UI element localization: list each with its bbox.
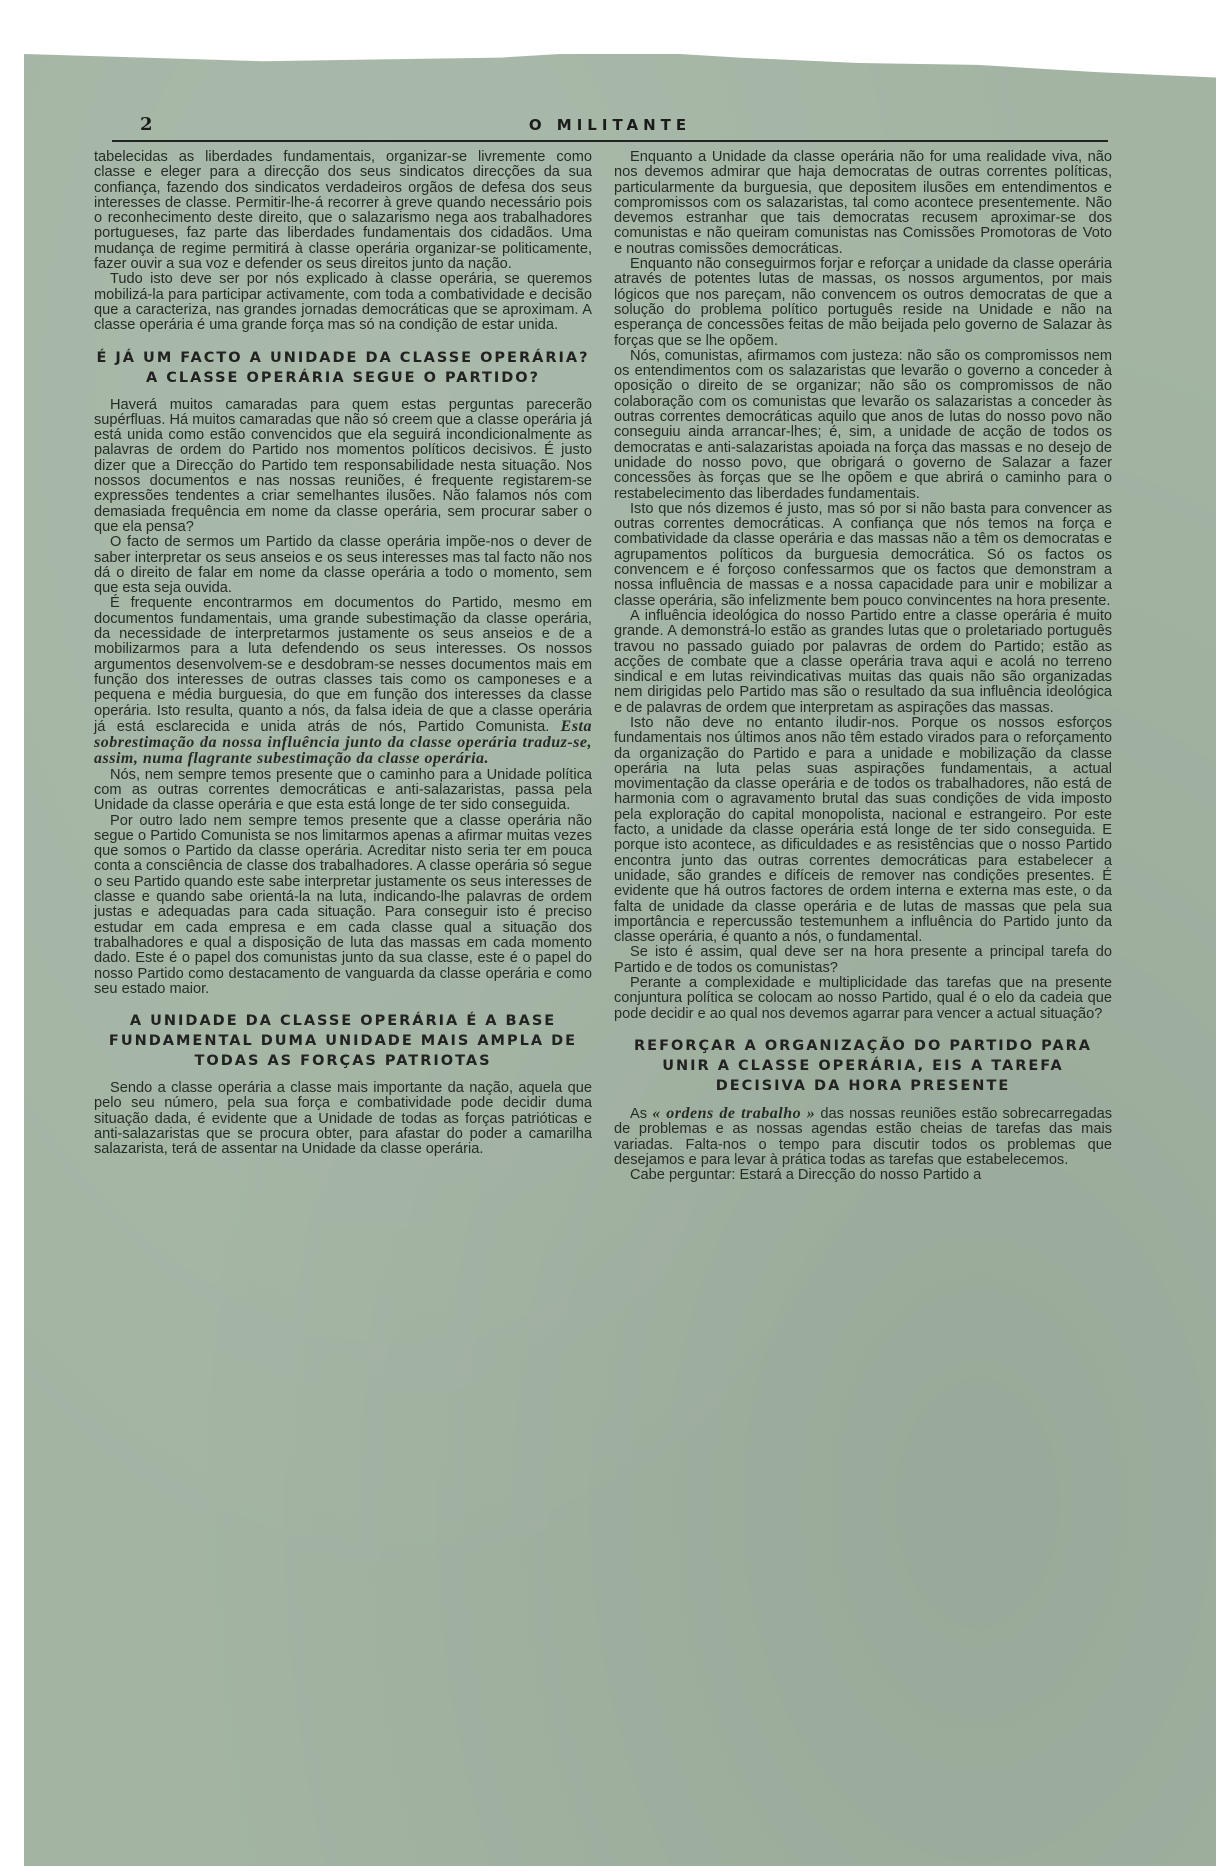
- left-column: [94, 150, 592, 1158]
- paragraph: tabelecidas as liberdades fundamentais, organizar-se livremente como classe e eleger para a direcção dos seus sindicatos direcções da sua confiança, fazendo dos sindicatos verdadeiros orgãos de defesa dos seus interesses de classe. Permitir-lhe-á recorrer à greve quando necessário pois o reconhecimento deste direito, que o salazarismo nega aos trabalhadores portugueses, faz parte das liberdades fundamentais dos cidadãos. Uma mudança de regime permitirá à classe operária organizar-se politicamente, fazer ouvir a sua voz e defender os seus direitos junto da nação.: [94, 149, 592, 273]
- paragraph-text: das nossas reuniões estão sobrecarregadas de problemas e as nossas agendas estão cheias de tarefas das mais variadas. Falta-nos o tempo para discutir todos os problemas que desejamos e para levar à prática todas as tarefas que estabelecemos.: [614, 1105, 1113, 1168]
- paragraph: Enquanto a Unidade da classe operária não for uma realidade viva, não nos devemos admirar que haja democratas de outras correntes políticas, particularmente da burguesia, que depositem ilusões em entendimentos e compromissos com os salazaristas, tal como acontece presentemente. Não devemos estranhar que tais democratas recusem aproximar-se dos comunistas e não queiram comunistas nas Comissões Promotoras de Voto e noutras comissões democráticas.: [614, 149, 1112, 257]
- masthead-title: O MILITANTE: [528, 116, 692, 134]
- paragraph: Tudo isto deve ser por nós explicado à classe operária, se queremos mobilizá-la para participar activamente, com toda a combatividade e decisão que a caracteriza, nas grandes jornadas democráticas que se aproximam. A classe operária é uma grande força mas só na condição de estar unida.: [94, 271, 592, 334]
- page-header: [112, 110, 1108, 142]
- emphasis-text: Esta sobrestimação da nossa influência junto da classe operária traduz-se, assim, numa flagrante subestimação da classe operária.: [94, 717, 592, 768]
- paragraph: [614, 1106, 1112, 1168]
- paragraph: Perante a complexidade e multiplicidade das tarefas que na presente conjuntura política se colocam ao nosso Partido, qual é o elo da cadeia que pode decidir e ao qual nos devemos agarrar para vencer a actual situação?: [614, 975, 1112, 1022]
- paragraph: Nós, nem sempre temos presente que o caminho para a Unidade política com as outras correntes democráticas e anti-salazaristas, passa pela Unidade da classe operária e que esta está longe de ter sido conseguida.: [94, 766, 592, 814]
- paragraph: A influência ideológica do nosso Partido entre a classe operária é muito grande. A demonstrá-lo estão as grandes lutas que o proletariado português travou no passado guiado por palavras de ordem do Partido; estão as acções de combate que a classe operária trava aqui e acolá no terreno sindical e em lutas reivindicativas muitas das quais não são organizadas nem dirigidas pelo Partido mas são o resultado da sua influência ideológica e de palavras de ordem que interpretam as aspirações das massas.: [614, 607, 1112, 716]
- emphasis-text: « ordens de trabalho »: [652, 1104, 816, 1122]
- paragraph: Sendo a classe operária a classe mais importante da nação, aquela que pelo seu número, pela sua força e combatividade pode decidir duma situação dada, é evidente que a Unidade de todas as forças patrióticas e anti-salazaristas que se procura obter, para afastar do poder a camarilha salazarista, terá de assentar na Unidade da classe operária.: [94, 1080, 592, 1158]
- paragraph: Por outro lado nem sempre temos presente que a classe operária não segue o Partido Comunista se nos limitarmos apenas a afirmar muitas vezes que somos o Partido da classe operária. Acreditar nisto seria ter em pouca conta a consciência de classe dos trabalhadores. A classe operária só segue o seu Partido quando este sabe interpretar justamente os seus interesses de classe e quando sabe orientá-la na luta, indicando-lhe palavras de ordem justas e adequadas para cada situação. Para conseguir isto é preciso estudar em cada empresa e em cada classe qual a situação dos trabalhadores e qual a disposição de luta das massas em cada momento dado. Este é o papel dos comunistas junto da sua classe, este é o papel do nosso Partido como destacamento de vanguarda da classe operária e como seu estado maior.: [94, 812, 592, 997]
- paragraph: Isto não deve no entanto iludir-nos. Porque os nossos esforços fundamentais nos últimos anos não têm estado virados para o reforçamento da organização do Partido e para a unidade e mobilização da classe operária na luta pelas suas aspirações fundamentais, a actual movimentação da classe operária e de todos os trabalhadores, não está de harmonia com o agravamento brutal das suas condições de vida imposto pela exploração do capital monopolista, nacional e estrangeiro. Por este facto, a unidade da classe operária está longe de ter sido conseguida. E porque isto acontece, as dificuldades e as resistências que o nosso Partido encontra junto das outras correntes democráticas para estabelecer a unidade, são grandes e difíceis de remover nas condições presentes. É evidente que há outros factores de ordem interna e externa mas este, o da falta de unidade da classe operária e de lutas de massas que pela sua importância e repercussão testemunhem a influência do Partido junto da classe operária, é quanto a nós, o fundamental.: [614, 714, 1112, 946]
- paragraph: [94, 596, 592, 767]
- section-heading: É JÁ UM FACTO A UNIDADE DA CLASSE OPERÁRIA? A CLASSE OPERÁRIA SEGUE O PARTIDO?: [96, 349, 590, 386]
- paragraph: Haverá muitos camaradas para quem estas perguntas parecerão supérfluas. Há muitos camaradas que não só creem que a classe operária já está unida como estão convencidos que ela seguirá incondicionalmente as palavras de ordem do Partido nos momentos políticos decisivos. É justo dizer que a Direcção do Partido tem responsabilidade nesta situação. Nos nossos documentos e nas nossas reuniões, é frequente registarem-se expressões tendentes a criar semelhantes ilusões. Não falamos nós com demasiada frequência em nome da classe operária, sem procurar saber o que ela pensa?: [94, 396, 592, 535]
- paragraph: Se isto é assim, qual deve ser na hora presente a principal tarefa do Partido e de todos os comunistas?: [614, 944, 1112, 976]
- paragraph: Nós, comunistas, afirmamos com justeza: não são os compromissos nem os entendimentos com os salazaristas que levarão o governo a conceder à oposição o direito de se organizar; não são os compromissos de não colaboração com os comunistas que levarão os salazaristas a conceder às outras correntes democráticas aquilo que anos de lutas do nosso povo não conseguiu ainda arrancar-lhes; é, sim, a unidade de acção de todos os democratas e anti-salazaristas apoiada na força das massas e no desejo de unidade do nosso povo, que obrigará o governo de Salazar a fazer concessões às forças que se lhe opõem e que abrirá o caminho para o restabelecimento das liberdades fundamentais.: [614, 347, 1112, 502]
- paragraph-text: É frequente encontrarmos em documentos do Partido, mesmo em documentos fundamentais, uma grande subestimação da classe operária, da necessidade de interpretarmos justamente os seus anseios e de a mobilizarmos para a luta defendendo os seus interesses. Os nossos argumentos desenvolvem-se e desdobram-se nesses documentos mais em função dos interesses de outras classes tais como os camponeses e a pequena e média burguesia, do que em função dos interesses da classe operária. Isto resulta, quanto a nós, da falsa ideia de que a classe operária já está esclarecida e unida atrás de nós, Partido Comunista.: [94, 595, 592, 735]
- paragraph-text: As: [630, 1105, 648, 1122]
- section-heading: REFORÇAR A ORGANIZAÇÃO DO PARTIDO PARA UNIR A CLASSE OPERÁRIA, EIS A TAREFA DECISIVA DA HORA PRESENTE: [634, 1037, 1092, 1094]
- section-heading: A UNIDADE DA CLASSE OPERÁRIA É A BASE FUNDAMENTAL DUMA UNIDADE MAIS AMPLA DE TODAS AS FORÇAS PATRIOTAS: [108, 1013, 578, 1070]
- paragraph: Isto que nós dizemos é justo, mas só por si não basta para convencer as outras correntes democráticas. A confiança que nós temos na força e combatividade da classe operária e das massas não a têm os democratas e agrupamentos políticos da burguesia democrática. Só os factos os convencem e é forçoso confessarmos que os factos que demonstram a nossa influência de massas e a nossa capacidade para unir e mobilizar a classe operária, são infelizmente bem pouco convincentes na hora presente.: [614, 500, 1112, 609]
- right-column: [614, 150, 1112, 1183]
- paragraph: Cabe perguntar: Estará a Direcção do nosso Partido a: [630, 1167, 982, 1184]
- paragraph: O facto de sermos um Partido da classe operária impõe-nos o dever de saber interpretar os seus anseios e os seus interesses mas tal facto não nos dá o direito de falar em nome da classe operária a todo o momento, sem que esta seja ouvida.: [94, 534, 592, 597]
- page-number: 2: [140, 114, 153, 135]
- paragraph: Enquanto não conseguirmos forjar e reforçar a unidade da classe operária através de potentes lutas de massas, os nossos argumentos, por mais lógicos que nos pareçam, não convencem os outros democratas de que a solução do problema político português reside na Unidade e não na esperança de concessões feitas de mão beijada pelo governo de Salazar às forças que se lhe opõem.: [614, 256, 1112, 349]
